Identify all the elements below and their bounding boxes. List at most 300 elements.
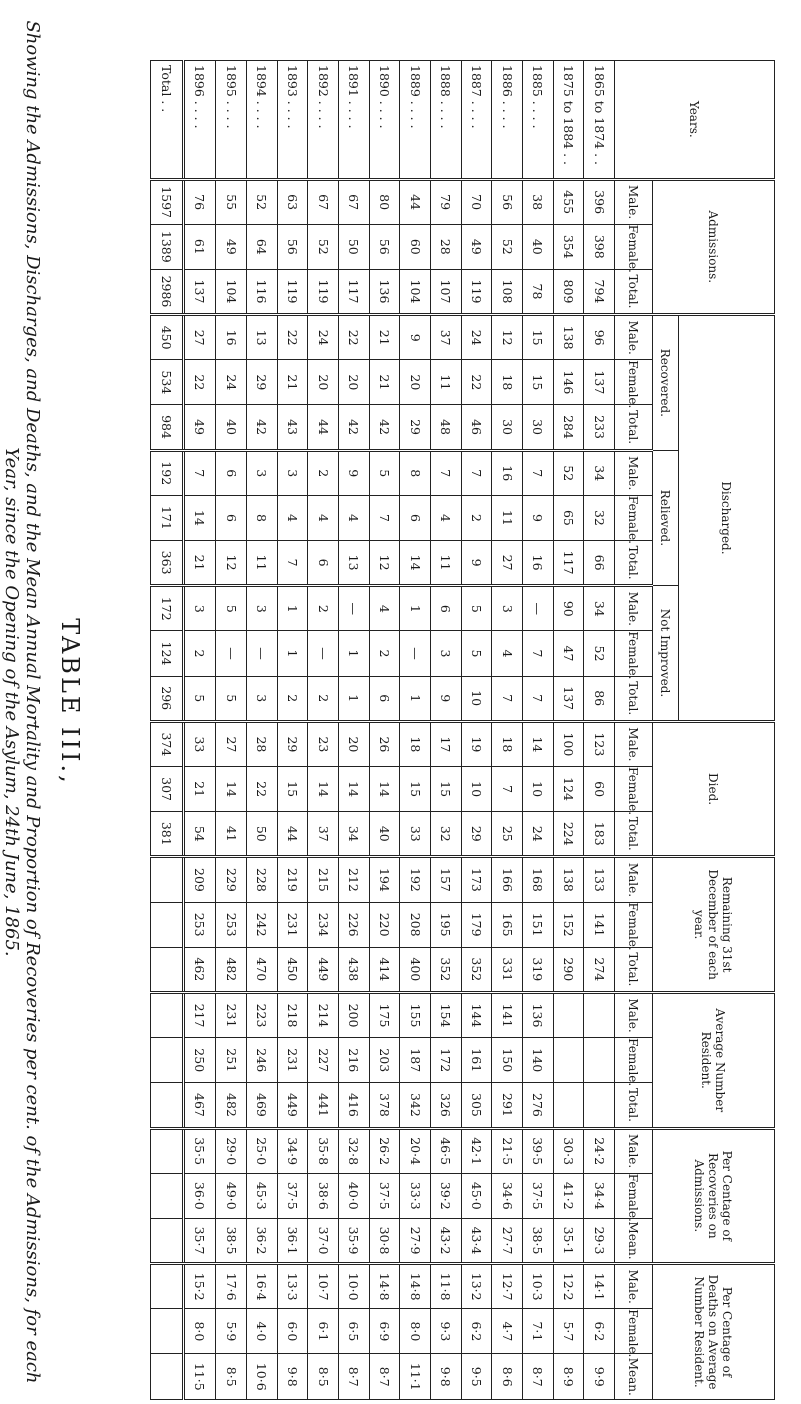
data-cell: 41·2 [553, 1173, 584, 1218]
column-header-male: Male. [615, 586, 653, 631]
data-cell: 172 [430, 1038, 461, 1083]
data-cell: 90 [553, 586, 584, 631]
data-cell: 32·8 [338, 1128, 369, 1173]
year-cell: 1892 . . . . [308, 61, 339, 180]
data-cell: 18 [492, 360, 523, 405]
data-cell: 214 [308, 992, 339, 1037]
relieved-header: Relieved. [653, 450, 679, 586]
data-cell: 4 [492, 631, 523, 676]
total-cell [151, 902, 184, 947]
data-cell: 12 [492, 315, 523, 360]
data-cell: 8·6 [492, 1354, 523, 1400]
data-cell: 5 [183, 676, 216, 721]
data-cell: 26·2 [369, 1128, 400, 1173]
data-cell: 14 [308, 766, 339, 811]
total-cell [151, 1309, 184, 1354]
total-cell [151, 992, 184, 1037]
data-cell: 251 [216, 1038, 247, 1083]
data-cell: 34·4 [584, 1173, 615, 1218]
total-cell [151, 857, 184, 902]
data-cell: 21 [277, 360, 308, 405]
data-cell: 24 [461, 315, 492, 360]
data-cell: 38·5 [522, 1218, 553, 1263]
data-cell: 290 [553, 947, 584, 992]
data-cell: 6 [369, 676, 400, 721]
data-cell: — [216, 631, 247, 676]
data-cell: 37·5 [369, 1173, 400, 1218]
data-cell: 14 [522, 721, 553, 766]
data-cell: 449 [308, 947, 339, 992]
data-cell: 24 [216, 360, 247, 405]
data-cell: 22 [461, 360, 492, 405]
data-cell: 40 [522, 224, 553, 269]
data-cell: 378 [369, 1083, 400, 1128]
data-cell: 36·2 [246, 1218, 277, 1263]
data-cell: 108 [492, 269, 523, 314]
data-cell: 21 [183, 541, 216, 586]
total-cell: 381 [151, 812, 184, 857]
data-cell: 49·0 [216, 1173, 247, 1218]
data-cell: 209 [183, 857, 216, 902]
data-cell [584, 992, 615, 1037]
data-cell: 7 [522, 631, 553, 676]
data-cell: 276 [522, 1083, 553, 1128]
data-cell: 34 [584, 586, 615, 631]
data-cell: 46 [461, 405, 492, 450]
data-cell: 52 [584, 631, 615, 676]
data-cell: 39·5 [522, 1128, 553, 1173]
data-cell: 5 [461, 631, 492, 676]
died-header: Died. [653, 721, 775, 857]
total-cell [151, 1038, 184, 1083]
total-cell: 1389 [151, 224, 184, 269]
data-cell: 104 [400, 269, 431, 314]
data-cell: 27 [183, 315, 216, 360]
data-cell: 3 [277, 450, 308, 495]
remaining-header: Remaining 31st December of each year. [653, 857, 775, 993]
year-cell: 1865 to 1874 . . [584, 61, 615, 180]
data-cell: 6 [216, 495, 247, 540]
data-cell: 6 [400, 495, 431, 540]
data-cell: 45·3 [246, 1173, 277, 1218]
column-header-female: Female. [615, 1173, 653, 1218]
admissions-header: Admissions. [653, 179, 775, 315]
data-cell: 12·2 [553, 1264, 584, 1309]
data-cell: 187 [400, 1038, 431, 1083]
data-cell: 231 [216, 992, 247, 1037]
total-cell [151, 1354, 184, 1400]
data-cell: 12 [216, 541, 247, 586]
data-cell: 1 [338, 631, 369, 676]
data-cell: 8·0 [183, 1309, 216, 1354]
data-cell: 152 [553, 902, 584, 947]
data-cell: 70 [461, 179, 492, 224]
data-cell: 14 [369, 766, 400, 811]
data-cell: 46·5 [430, 1128, 461, 1173]
data-cell: 168 [522, 857, 553, 902]
data-cell: 50 [338, 224, 369, 269]
data-cell: 27 [216, 721, 247, 766]
data-cell: 141 [584, 902, 615, 947]
data-cell: 3 [492, 586, 523, 631]
total-cell [151, 1218, 184, 1263]
data-cell: 11·1 [400, 1354, 431, 1400]
data-cell: 41 [216, 812, 247, 857]
data-cell: 43·4 [461, 1218, 492, 1263]
data-cell: 7 [277, 541, 308, 586]
data-cell: 30 [522, 405, 553, 450]
data-cell: 331 [492, 947, 523, 992]
data-cell: 10 [461, 676, 492, 721]
data-cell: 34·6 [492, 1173, 523, 1218]
data-cell: 11 [430, 541, 461, 586]
data-cell: 9·9 [584, 1354, 615, 1400]
not-improved-header: Not Improved. [653, 586, 679, 722]
data-cell: 60 [400, 224, 431, 269]
data-cell: 11 [492, 495, 523, 540]
data-cell: 224 [553, 812, 584, 857]
data-cell: 34·9 [277, 1128, 308, 1173]
average-header: Average Number Resident. [653, 992, 775, 1128]
data-cell: 40 [369, 812, 400, 857]
data-cell: 400 [400, 947, 431, 992]
column-header-male: Male. [615, 992, 653, 1037]
data-cell: 9 [461, 541, 492, 586]
data-cell: 4 [338, 495, 369, 540]
data-cell: 253 [216, 902, 247, 947]
data-cell: 482 [216, 1083, 247, 1128]
data-cell: 6·9 [369, 1309, 400, 1354]
data-cell: 231 [277, 902, 308, 947]
data-cell: 2 [277, 676, 308, 721]
data-cell: 9·3 [430, 1309, 461, 1354]
table-row [369, 61, 400, 1400]
data-cell: 42 [246, 405, 277, 450]
data-cell: 29 [400, 405, 431, 450]
data-cell: 136 [522, 992, 553, 1037]
data-cell: 15 [522, 315, 553, 360]
data-cell: 794 [584, 269, 615, 314]
data-cell: 1 [277, 586, 308, 631]
data-cell: 1 [400, 586, 431, 631]
total-label: Total . . [151, 61, 184, 180]
data-cell: 441 [308, 1083, 339, 1128]
data-cell: 5 [216, 676, 247, 721]
data-cell: 5 [369, 450, 400, 495]
data-cell: 29 [277, 721, 308, 766]
data-cell: 5·9 [216, 1309, 247, 1354]
data-cell: 8·5 [308, 1354, 339, 1400]
column-header-female: Female. [615, 902, 653, 947]
data-cell: 8·7 [369, 1354, 400, 1400]
year-cell: 1896 . . . . [183, 61, 216, 180]
data-cell: 21·5 [492, 1128, 523, 1173]
data-cell: 100 [553, 721, 584, 766]
data-cell: 11·8 [430, 1264, 461, 1309]
data-cell: — [400, 631, 431, 676]
data-cell: 223 [246, 992, 277, 1037]
data-cell: 5 [216, 586, 247, 631]
data-cell: 212 [338, 857, 369, 902]
data-cell [553, 1038, 584, 1083]
data-cell: 36·0 [183, 1173, 216, 1218]
data-cell: 274 [584, 947, 615, 992]
data-cell: 37 [430, 315, 461, 360]
data-cell: 7 [522, 676, 553, 721]
table-row [277, 61, 308, 1400]
recovered-header: Recovered. [653, 315, 679, 451]
column-header-total: Total. [615, 405, 653, 450]
data-cell: 9·8 [430, 1354, 461, 1400]
data-cell: 219 [277, 857, 308, 902]
data-cell: 10·3 [522, 1264, 553, 1309]
data-cell: 63 [277, 179, 308, 224]
data-cell: 4 [430, 495, 461, 540]
data-cell: 2 [369, 631, 400, 676]
data-cell: 469 [246, 1083, 277, 1128]
data-cell: 52 [553, 450, 584, 495]
data-cell: 173 [461, 857, 492, 902]
data-cell: 8·7 [338, 1354, 369, 1400]
total-cell [151, 1128, 184, 1173]
table-row [338, 61, 369, 1400]
data-cell: 21 [369, 360, 400, 405]
data-cell: 33 [400, 812, 431, 857]
statistics-table [150, 60, 775, 1400]
data-cell: 7 [430, 450, 461, 495]
data-cell: 20 [338, 721, 369, 766]
data-cell: 12 [369, 541, 400, 586]
data-cell: 15·2 [183, 1264, 216, 1309]
column-header-male: Male. [615, 315, 653, 360]
data-cell: 38·5 [216, 1218, 247, 1263]
data-cell: 35·7 [183, 1218, 216, 1263]
data-cell: 24·2 [584, 1128, 615, 1173]
data-cell: 7 [492, 766, 523, 811]
column-header-male: Male. [615, 1128, 653, 1173]
data-cell: 231 [277, 1038, 308, 1083]
data-cell: 6·0 [277, 1309, 308, 1354]
data-cell: 467 [183, 1083, 216, 1128]
total-cell: 1597 [151, 179, 184, 224]
data-cell: 8·0 [400, 1309, 431, 1354]
data-cell: 7 [492, 676, 523, 721]
data-cell: 6 [430, 586, 461, 631]
data-cell: 3 [246, 586, 277, 631]
data-cell: 7 [461, 450, 492, 495]
data-cell: 16 [492, 450, 523, 495]
data-cell: 6·2 [461, 1309, 492, 1354]
column-header-mean: Mean. [615, 1218, 653, 1263]
column-header-total: Total. [615, 812, 653, 857]
data-cell: 5·7 [553, 1309, 584, 1354]
table-row [400, 61, 431, 1400]
deaths-pct-header: Per Centage of Deaths on Average Number Resident. [653, 1264, 775, 1400]
data-cell: 228 [246, 857, 277, 902]
data-cell: 54 [183, 812, 216, 857]
data-cell: 15 [430, 766, 461, 811]
table-row [430, 61, 461, 1400]
column-header-female: Female. [615, 631, 653, 676]
data-cell: 119 [461, 269, 492, 314]
year-cell: 1890 . . . . [369, 61, 400, 180]
data-cell: 17·6 [216, 1264, 247, 1309]
data-cell: 96 [584, 315, 615, 360]
data-cell: 809 [553, 269, 584, 314]
recoveries-pct-header: Per Centage of Recoveries on Admissions. [653, 1128, 775, 1264]
data-cell: 144 [461, 992, 492, 1037]
data-cell: 10·0 [338, 1264, 369, 1309]
data-cell [584, 1038, 615, 1083]
table-subtitle: Showing the Admissions, Discharges, and Deaths, and the Mean Annual Mortality and Proportion of Recoveries per cent. of the Admissions, for each Year, since the Opening of the Asylum, 24th June, 1865. [1, 20, 43, 1384]
data-cell: 305 [461, 1083, 492, 1128]
data-cell: 25·0 [246, 1128, 277, 1173]
data-cell: 21 [183, 766, 216, 811]
data-cell: 133 [584, 857, 615, 902]
data-cell: 15 [277, 766, 308, 811]
discharged-header: Discharged. [679, 315, 775, 722]
table-row [308, 61, 339, 1400]
total-cell [151, 1083, 184, 1128]
column-header-female: Female. [615, 224, 653, 269]
data-cell: 14 [338, 766, 369, 811]
data-cell: 55 [216, 179, 247, 224]
data-cell: 352 [430, 947, 461, 992]
total-cell: 2986 [151, 269, 184, 314]
data-cell: 5 [461, 586, 492, 631]
data-cell: 49 [183, 405, 216, 450]
data-cell: 137 [183, 269, 216, 314]
data-cell: 52 [492, 224, 523, 269]
column-header-male: Male. [615, 179, 653, 224]
data-cell: 124 [553, 766, 584, 811]
data-cell: 253 [183, 902, 216, 947]
data-cell: 8·9 [553, 1354, 584, 1400]
data-cell: 38 [522, 179, 553, 224]
data-cell: 52 [246, 179, 277, 224]
data-cell: 78 [522, 269, 553, 314]
column-header-total: Total. [615, 676, 653, 721]
total-cell: 171 [151, 495, 184, 540]
data-cell: 43·2 [430, 1218, 461, 1263]
data-cell: 28 [430, 224, 461, 269]
data-cell: 11·5 [183, 1354, 216, 1400]
total-cell: 296 [151, 676, 184, 721]
data-cell: 20 [308, 360, 339, 405]
data-cell: 354 [553, 224, 584, 269]
data-cell: 203 [369, 1038, 400, 1083]
data-cell: 123 [584, 721, 615, 766]
data-cell: 192 [400, 857, 431, 902]
total-cell: 534 [151, 360, 184, 405]
data-cell: 208 [400, 902, 431, 947]
data-cell: 14·1 [584, 1264, 615, 1309]
data-cell: 61 [183, 224, 216, 269]
data-cell: 7·1 [522, 1309, 553, 1354]
data-cell: 45·0 [461, 1173, 492, 1218]
data-cell: 3 [246, 450, 277, 495]
year-cell: 1895 . . . . [216, 61, 247, 180]
data-cell: 482 [216, 947, 247, 992]
data-cell: 42 [369, 405, 400, 450]
total-cell: 307 [151, 766, 184, 811]
column-header-female: Female. [615, 1309, 653, 1354]
data-cell: 2 [308, 450, 339, 495]
data-cell: 35·1 [553, 1218, 584, 1263]
data-cell: 48 [430, 405, 461, 450]
data-cell: 6 [308, 541, 339, 586]
data-cell: 250 [183, 1038, 216, 1083]
data-cell: 67 [308, 179, 339, 224]
data-cell: 9·8 [277, 1354, 308, 1400]
data-cell: 455 [553, 179, 584, 224]
year-cell: 1888 . . . . [430, 61, 461, 180]
data-cell: 138 [553, 315, 584, 360]
data-cell: 2 [308, 586, 339, 631]
data-cell: 470 [246, 947, 277, 992]
data-cell: 37·0 [308, 1218, 339, 1263]
data-cell: 10 [461, 766, 492, 811]
data-cell: 4 [308, 495, 339, 540]
data-cell: 44 [400, 179, 431, 224]
data-cell: 22 [246, 766, 277, 811]
data-cell: 20 [400, 360, 431, 405]
column-header-total: Total. [615, 947, 653, 992]
data-cell: 216 [338, 1038, 369, 1083]
data-cell: 398 [584, 224, 615, 269]
data-cell: 29 [246, 360, 277, 405]
data-cell: 38·6 [308, 1173, 339, 1218]
data-cell: 157 [430, 857, 461, 902]
table-body [151, 61, 615, 1400]
total-cell: 124 [151, 631, 184, 676]
data-cell: 13·3 [277, 1264, 308, 1309]
data-cell: 64 [246, 224, 277, 269]
data-cell: 150 [492, 1038, 523, 1083]
data-cell: 8·7 [522, 1354, 553, 1400]
column-header-mean: Mean. [615, 1354, 653, 1400]
data-cell: 227 [308, 1038, 339, 1083]
data-cell: 9 [400, 315, 431, 360]
data-cell: 14·8 [400, 1264, 431, 1309]
column-header-female: Female. [615, 495, 653, 540]
data-cell: 40·0 [338, 1173, 369, 1218]
data-cell: 37·5 [277, 1173, 308, 1218]
data-cell: 438 [338, 947, 369, 992]
data-cell: 234 [308, 902, 339, 947]
data-cell: 1 [400, 676, 431, 721]
data-cell: 29 [461, 812, 492, 857]
data-cell: 16 [522, 541, 553, 586]
year-cell: 1893 . . . . [277, 61, 308, 180]
data-cell: — [338, 586, 369, 631]
year-cell: 1889 . . . . [400, 61, 431, 180]
table-row [183, 61, 216, 1400]
data-cell: 195 [430, 902, 461, 947]
data-cell: 14 [183, 495, 216, 540]
sub-header-row [615, 61, 653, 1400]
data-cell: 15 [522, 360, 553, 405]
data-cell: 13·2 [461, 1264, 492, 1309]
data-cell: — [246, 631, 277, 676]
data-cell: 30 [492, 405, 523, 450]
page-header [0, 0, 140, 1404]
data-cell: 20 [338, 360, 369, 405]
data-cell: 18 [400, 721, 431, 766]
data-cell: 136 [369, 269, 400, 314]
year-cell: 1886 . . . . [492, 61, 523, 180]
years-header: Years. [615, 61, 775, 180]
